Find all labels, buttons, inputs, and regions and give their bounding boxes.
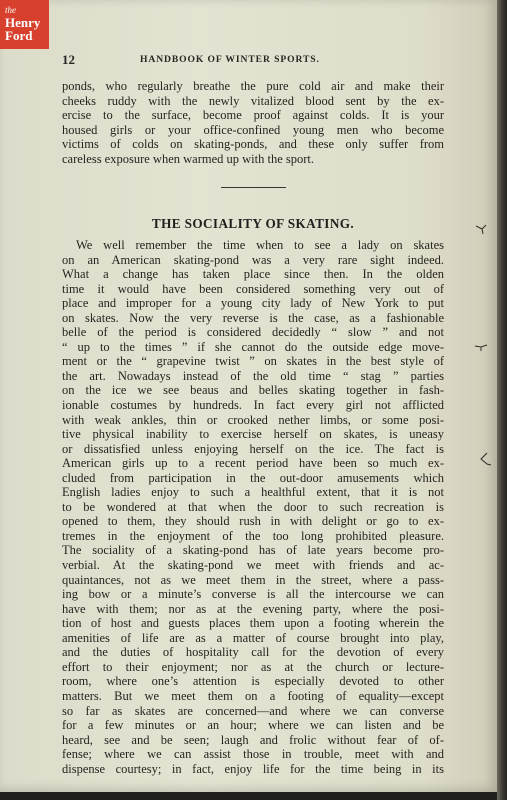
margin-pencil-mark — [478, 452, 492, 466]
text-line: ing bow or a minute’s converse is all the intercourse we can — [62, 587, 444, 602]
logo-line-ford: Ford — [5, 28, 33, 43]
text-line: room, where one’s attention is especially devoted to other — [62, 674, 444, 689]
text-line: The sociality of a skating-pond has of late years become pro- — [62, 543, 444, 558]
text-line: fense; where we can assist those in trouble, meet with and — [62, 747, 444, 762]
text-line: tion of host and guests places them upon a footing wherein the — [62, 616, 444, 631]
text-line: ponds, who regularly breathe the pure cold air and make their — [62, 79, 444, 93]
logo-line-henry: Henry — [5, 15, 41, 30]
text-line: so far as skates are concerned—and where we can converse — [62, 703, 444, 718]
page-header — [62, 52, 444, 68]
henry-ford-logo — [0, 0, 49, 49]
text-line: with weak ankles, thin or crooked nether limbs, or some posi- — [62, 412, 444, 427]
text-line: victims of colds on skating-ponds, and these only suffer from — [62, 137, 444, 152]
text-line: and the duties of hospitality call for the devotion of every — [62, 645, 444, 660]
text-line: or dissatisfied unless enjoying herself on the ice. The fact is — [62, 441, 444, 456]
text-line: What a change has taken place since then. In the olden — [62, 267, 444, 282]
margin-pencil-mark — [474, 222, 488, 236]
text-line: matters. But we meet them on a footing of equality—except — [62, 688, 444, 703]
margin-pencil-mark — [474, 340, 488, 354]
text-line: verbial. At the skating-pond we meet with friends and ac- — [62, 558, 444, 573]
text-line: for a few minutes or an hour; where we can listen and be — [62, 718, 444, 733]
text-line: ercise to the surface, become proof against colds. It is your — [62, 108, 444, 123]
intro-paragraph — [62, 79, 444, 166]
text-line: on an American skating-pond was a very rare sight indeed. — [62, 252, 444, 267]
page-number: 12 — [62, 52, 75, 67]
text-line: ment or the “ grapevine twist ” on skates in the best style of — [62, 354, 444, 369]
text-line: ionable costumes by hundreds. In fact every girl not afflicted — [62, 398, 444, 413]
text-line: cluded from participation in the out-door amusements which — [62, 470, 444, 485]
text-line: place and improper for a young city lady of New York to put — [62, 296, 444, 311]
text-line: effort to their enjoyment; nor as at the church or lecture- — [62, 659, 444, 674]
text-line: We well remember the time when to see a lady on skates — [76, 238, 444, 252]
text-line: on skates. Now the very reverse is the case, as a fashionable — [62, 310, 444, 325]
text-line: time it would have been considered something very out of — [62, 281, 444, 296]
text-line: American girls up to a recent period have been so much ex- — [62, 456, 444, 471]
text-line: opened to them, they should rush in with delight or go to ex- — [62, 514, 444, 529]
section-title: THE SOCIALITY OF SKATING. — [151, 216, 355, 231]
running-head: HANDBOOK OF WINTER SPORTS. — [140, 54, 320, 65]
text-line: cheeks ruddy with the newly vitalized blood sent by the ex- — [62, 93, 444, 108]
text-line: have with them; nor as at the evening party, where the posi- — [62, 601, 444, 616]
text-line: tremes in the enjoyment of the too long prohibited pleasure. — [62, 528, 444, 543]
text-line: heard, see and be seen; laugh and frolic without fear of of- — [62, 732, 444, 747]
book-spine-edge — [497, 0, 507, 800]
body-paragraph — [62, 238, 444, 776]
text-line: quaintances, not as we meet them in the street, where a pass- — [62, 572, 444, 587]
section-divider-rule — [221, 187, 286, 188]
text-line: the art. Nowadays instead of the old time “ stag ” parties — [62, 368, 444, 383]
text-line: “ up to the times ” if she cannot do the outside edge move- — [62, 339, 444, 354]
text-line: to be wondered at that when the door to such recreation is — [62, 499, 444, 514]
text-line: housed girls or your office-confined young men who become — [62, 122, 444, 137]
text-line: careless exposure when warmed up with the sport. — [62, 151, 315, 166]
text-line: tive physical inability to exercise herself on skates, is uneasy — [62, 427, 444, 442]
text-line: English ladies enjoy to such a healthful extent, that it is not — [62, 485, 444, 500]
text-line: dispense courtesy; in fact, enjoy life for the time being in its — [62, 761, 444, 776]
logo-line-the: the — [5, 5, 16, 15]
text-line: on the ice we see beaus and belles skating together in fash- — [62, 383, 444, 398]
text-line: belle of the period is considered decidedly “ slow ” and not — [62, 325, 444, 340]
text-line: amenities of life are as a matter of course brought into play, — [62, 630, 444, 645]
